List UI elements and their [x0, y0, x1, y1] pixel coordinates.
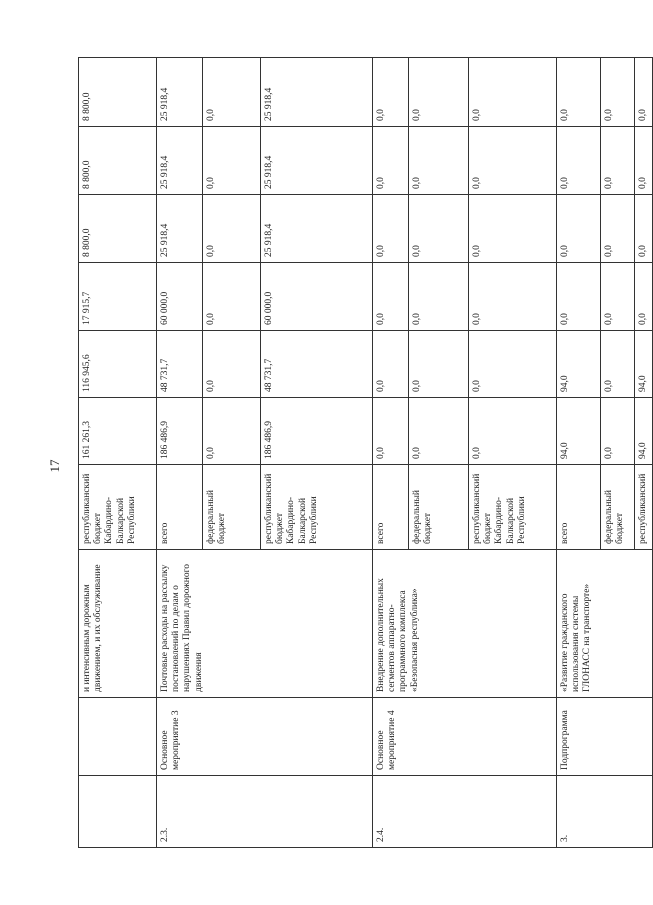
amount-cell: 0,0: [469, 331, 557, 398]
funding-source: всего: [557, 465, 601, 550]
amount-cell: 0,0: [601, 127, 635, 195]
funding-source: республиканский бюджет Кабардино-Балкарской Республики: [79, 465, 157, 550]
amount-cell: 186 486,9: [157, 398, 203, 465]
funding-source: всего: [157, 465, 203, 550]
amount-cell: 25 918,4: [157, 127, 203, 195]
amount-cell: 60 000,0: [157, 263, 203, 331]
amount-cell: 0,0: [557, 58, 601, 127]
amount-cell: 0,0: [373, 127, 409, 195]
row-name: и интенсивным дорожным движением, и их обслуживание: [79, 550, 157, 698]
row-status: Подпрограмма: [557, 698, 653, 776]
amount-cell: 0,0: [203, 195, 261, 263]
row-name: Почтовые расходы на рассылку постановлений по делам о нарушениях Правил дорожного движения: [157, 550, 373, 698]
budget-table: [78, 57, 653, 848]
amount-cell: 94,0: [635, 398, 653, 465]
row-number: [79, 776, 157, 848]
funding-source: федеральный бюджет: [601, 465, 635, 550]
amount-cell: 0,0: [409, 398, 469, 465]
amount-cell: 0,0: [469, 127, 557, 195]
amount-cell: 25 918,4: [157, 58, 203, 127]
amount-cell: 60 000,0: [261, 263, 373, 331]
amount-cell: 17 915,7: [79, 263, 157, 331]
rotated-table-container: [78, 58, 648, 848]
amount-cell: 0,0: [373, 195, 409, 263]
amount-cell: 0,0: [373, 263, 409, 331]
amount-cell: 0,0: [601, 195, 635, 263]
amount-cell: 0,0: [373, 58, 409, 127]
amount-cell: 0,0: [469, 58, 557, 127]
amount-cell: 0,0: [601, 398, 635, 465]
row-status: Основное мероприятие 4: [373, 698, 557, 776]
funding-source: республиканский бюджет Кабардино-Балкарской Республики: [469, 465, 557, 550]
funding-source: всего: [373, 465, 409, 550]
amount-cell: 48 731,7: [157, 331, 203, 398]
amount-cell: 0,0: [601, 263, 635, 331]
amount-cell: 0,0: [203, 58, 261, 127]
amount-cell: 0,0: [635, 58, 653, 127]
row-number: 2.3.: [157, 776, 373, 848]
amount-cell: 0,0: [635, 263, 653, 331]
amount-cell: 0,0: [373, 331, 409, 398]
amount-cell: 0,0: [469, 195, 557, 263]
table-row: [157, 58, 203, 848]
amount-cell: 161 261,3: [79, 398, 157, 465]
table-row: [373, 58, 409, 848]
amount-cell: 0,0: [409, 263, 469, 331]
row-status: [79, 698, 157, 776]
amount-cell: 116 945,6: [79, 331, 157, 398]
amount-cell: 186 486,9: [261, 398, 373, 465]
amount-cell: 0,0: [409, 58, 469, 127]
funding-source: республиканский: [635, 465, 653, 550]
amount-cell: 25 918,4: [261, 127, 373, 195]
amount-cell: 8 800,0: [79, 58, 157, 127]
amount-cell: 0,0: [203, 331, 261, 398]
amount-cell: 0,0: [203, 127, 261, 195]
table-row: [79, 58, 157, 848]
amount-cell: 0,0: [635, 195, 653, 263]
amount-cell: 8 800,0: [79, 195, 157, 263]
table-row: [557, 58, 601, 848]
amount-cell: 0,0: [469, 263, 557, 331]
amount-cell: 0,0: [203, 398, 261, 465]
row-number: 2.4.: [373, 776, 557, 848]
amount-cell: 8 800,0: [79, 127, 157, 195]
amount-cell: 0,0: [469, 398, 557, 465]
amount-cell: 0,0: [557, 263, 601, 331]
amount-cell: 0,0: [601, 331, 635, 398]
page-number: 17: [47, 459, 62, 473]
amount-cell: 0,0: [557, 195, 601, 263]
amount-cell: 0,0: [409, 331, 469, 398]
amount-cell: 0,0: [601, 58, 635, 127]
funding-source: республиканский бюджет Кабардино-Балкарской Республики: [261, 465, 373, 550]
amount-cell: 48 731,7: [261, 331, 373, 398]
amount-cell: 25 918,4: [261, 195, 373, 263]
amount-cell: 0,0: [203, 263, 261, 331]
row-number: 3.: [557, 776, 653, 848]
amount-cell: 0,0: [373, 398, 409, 465]
amount-cell: 0,0: [409, 127, 469, 195]
row-status: Основное мероприятие 3: [157, 698, 373, 776]
amount-cell: 94,0: [557, 398, 601, 465]
funding-source: федеральный бюджет: [409, 465, 469, 550]
row-name: «Развитие гражданского использования системы ГЛОНАСС на транспорте»: [557, 550, 653, 698]
amount-cell: 25 918,4: [157, 195, 203, 263]
row-name: Внедрение дополнительных сегментов аппаратно-программного комплекса «Безопасная республика»: [373, 550, 557, 698]
amount-cell: 94,0: [557, 331, 601, 398]
amount-cell: 94,0: [635, 331, 653, 398]
funding-source: федеральный бюджет: [203, 465, 261, 550]
amount-cell: 0,0: [557, 127, 601, 195]
table-body: [79, 58, 653, 848]
amount-cell: 0,0: [409, 195, 469, 263]
amount-cell: 25 918,4: [261, 58, 373, 127]
amount-cell: 0,0: [635, 127, 653, 195]
